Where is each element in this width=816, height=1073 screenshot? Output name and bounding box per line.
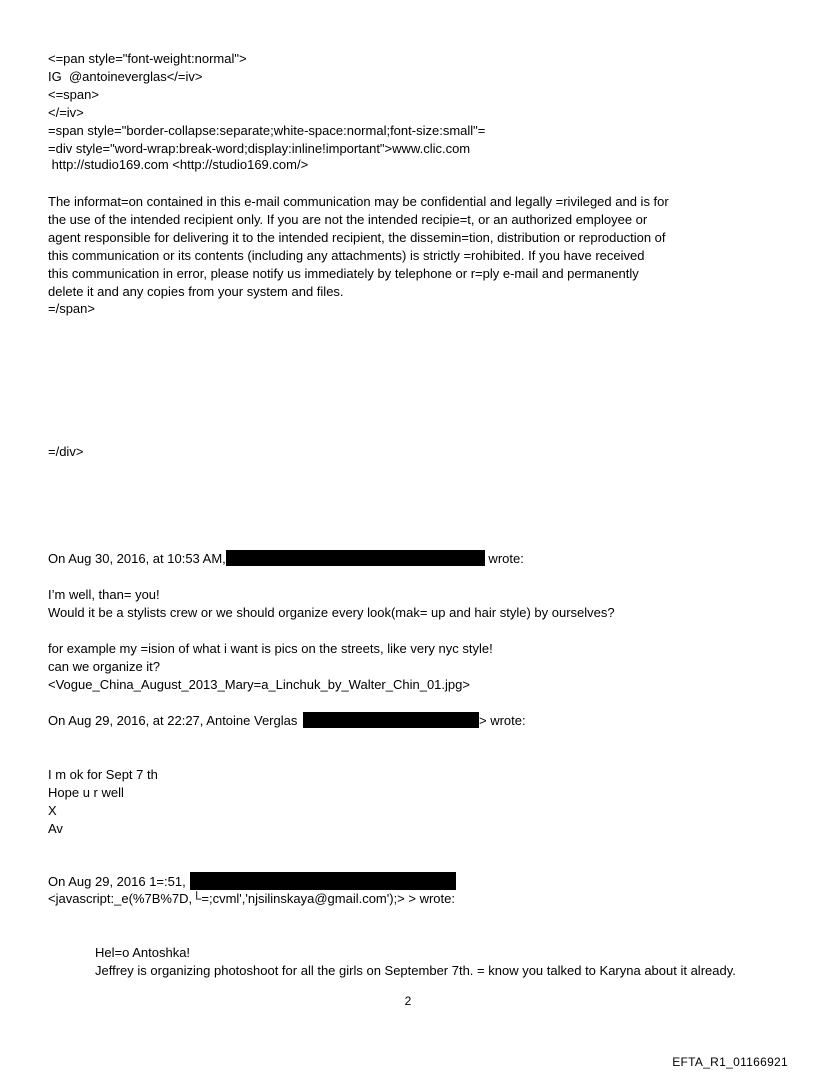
message-line: Hope u r well [48,785,124,800]
bates-number: EFTA_R1_01166921 [672,1055,788,1069]
disclaimer-line: this communication in error, please notify us immediately by telephone or r=ply e-mail and permanently [48,266,639,281]
message-line: X [48,803,57,818]
div-close-line: =/div> [48,444,84,459]
message-line: I m ok for Sept 7 th [48,767,158,782]
reply-header-aug30 [48,550,524,568]
disclaimer-line: the use of the intended recipient only. If you are not the intended recipie=t, or an authorized employee or [48,212,648,227]
quoted-line: Jeffrey is organizing photoshoot for all the girls on September 7th. = know you talked to Karyna about it already. [95,963,736,978]
reply-header-aug29-1x51 [48,872,456,891]
reply-header-address: <javascript:_e(%7B%7D,└=;cvml','njsilinskaya@gmail.com');> > wrote: [48,891,455,906]
message-line: Av [48,821,63,836]
redaction-bar [303,712,479,728]
message-line: Would it be a stylists crew or we should organize every look(mak= up and hair style) by ourselves? [48,605,615,620]
header-line: <=span> [48,87,99,102]
header-line: IG @antoineverglas</=iv> [48,69,203,84]
header-line: =span style="border-collapse:separate;white-space:normal;font-size:small"= [48,123,486,138]
reply-header-prefix: On Aug 29, 2016, at 22:27, Antoine Verglas [48,713,301,728]
disclaimer-line: The informat=on contained in this e-mail communication may be confidential and legally =rivileged and is for [48,194,669,209]
redaction-bar [190,872,456,890]
reply-header-prefix: On Aug 29, 2016 1=:51, [48,874,186,889]
message-line: for example my =ision of what i want is pics on the streets, like very nyc style! [48,641,493,656]
disclaimer-line: delete it and any copies from your system and files. [48,284,344,299]
reply-header-prefix: On Aug 30, 2016, at 10:53 AM, [48,551,226,566]
reply-header-aug29-2227 [48,712,526,730]
attachment-reference: <Vogue_China_August_2013_Mary=a_Linchuk_by_Walter_Chin_01.jpg> [48,677,470,692]
redaction-bar [226,550,485,566]
header-line: <=pan style="font-weight:normal"> [48,51,247,66]
disclaimer-line: =/span> [48,301,95,316]
message-line: can we organize it? [48,659,161,674]
header-line: =div style="word-wrap:break-word;display:inline!important">www.clic.com [48,141,471,156]
disclaimer-line: agent responsible for delivering it to the intended recipient, the dissemin=tion, distribution or reproduction of [48,230,666,245]
header-line: </=iv> [48,105,84,120]
reply-header-suffix: > wrote: [478,713,526,728]
disclaimer-line: this communication or its contents (including any attachments) is strictly =rohibited. If you have received [48,248,645,263]
message-line: I’m well, than= you! [48,587,160,602]
reply-header-suffix: wrote: [484,551,524,566]
quoted-line: Hel=o Antoshka! [95,945,191,960]
header-line: http://studio169.com <http://studio169.com/> [48,157,309,172]
page-number: 2 [404,994,412,1008]
